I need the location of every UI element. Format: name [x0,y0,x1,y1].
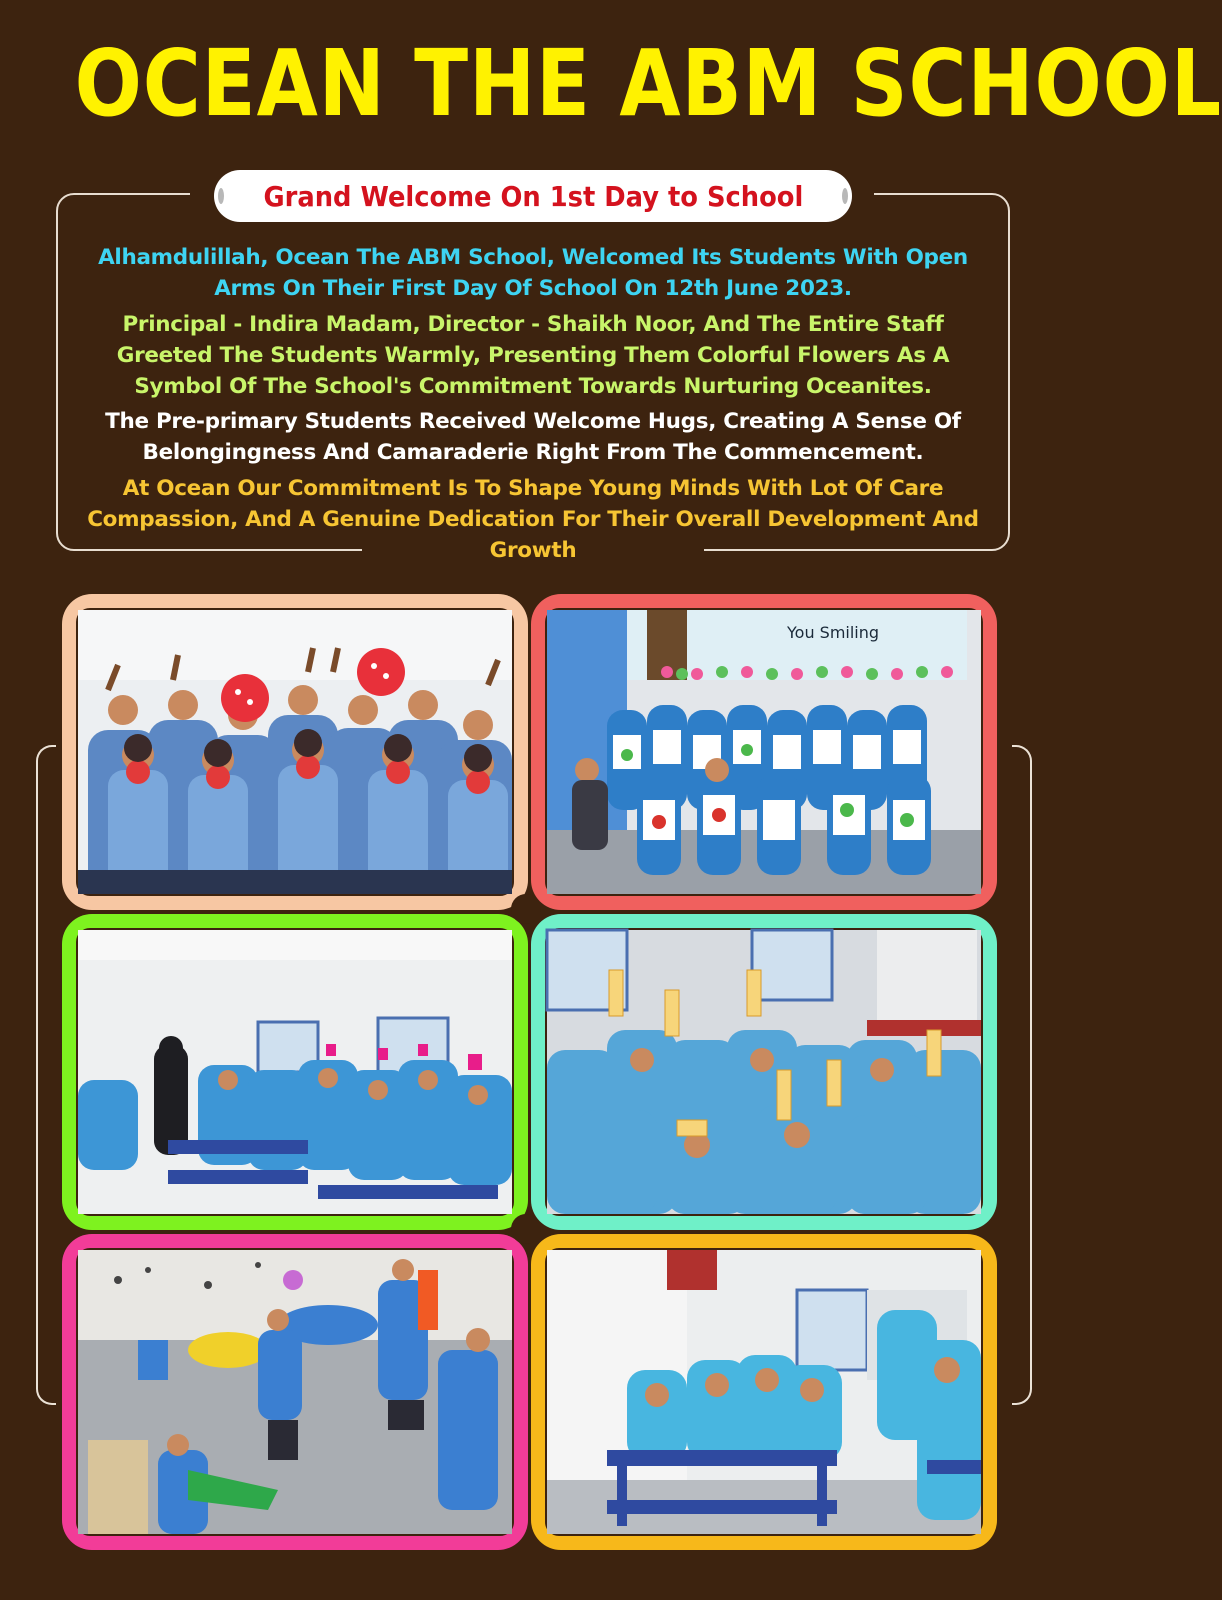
bullet-dot-icon [842,188,848,204]
kids-with-handprint-cards-photo [545,608,983,896]
paragraph-welcome: Alhamdulillah, Ocean The ABM School, Welcomed Its Students With Open Arms On Their First Day Of School On 12th June 2023. [98,245,968,301]
students-with-balloons-photo [76,608,514,896]
paragraph-preprimary: The Pre-primary Students Received Welcome Hugs, Creating A Sense Of Belongingness And Camaraderie Right From The Commencement. [105,409,961,465]
subtitle-banner [214,170,852,222]
frame-joint-decoration [511,1214,541,1244]
paragraph-commitment: At Ocean Our Commitment Is To Shape Young Minds With Lot Of Care Compassion, And A Genuine Dedication For Their Overall Development And Growth [87,476,979,563]
photo-frame-5 [62,1234,528,1550]
photo-frame-6 [531,1234,997,1550]
subtitle: Grand Welcome On 1st Day to School [263,179,803,213]
photo-frame-1 [62,594,528,910]
photo-frame-4 [531,914,997,1230]
frame-joint-decoration [511,894,541,924]
bullet-dot-icon [218,188,224,204]
classroom-with-flowers-photo [76,928,514,1216]
photo-frame-3 [62,914,528,1230]
girls-at-desks-photo [545,1248,983,1536]
page-title: OCEAN THE ABM SCHOOL [74,30,1222,137]
right-bracket-decoration [1012,745,1032,1405]
banner-caption: You Smiling [787,623,880,642]
girls-holding-bookmarks-photo [545,928,983,1216]
paragraph-staff: Principal - Indira Madam, Director - Shaikh Noor, And The Entire Staff Greeted The Students Warmly, Presenting Them Colorful Flowers As A Symbol Of The School's Commitment Towards Nurturing Oceanites. [116,312,950,399]
left-bracket-decoration [36,745,56,1405]
kindergarten-play-area-photo [76,1248,514,1536]
photo-frame-2 [531,594,997,910]
